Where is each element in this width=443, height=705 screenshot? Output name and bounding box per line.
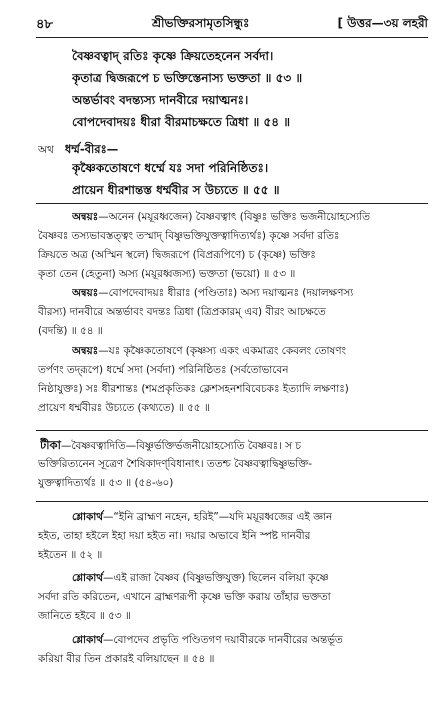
- shlokartha-line: জানিতে হইবে ॥ ৫৩ ॥: [38, 610, 131, 622]
- anvaya-line: বীরস্য) দানবীরে অন্তর্ভাবং বদন্তঃ ত্রিধা (ত্রিপ্রকারম্‌ এব) বীরং আচক্ষতে: [38, 306, 326, 318]
- shlokartha-line: করিয়া বীর তিন প্রকারই বলিয়াছেন ॥ ৫৪ ॥: [38, 653, 215, 665]
- shlokartha-line: সর্বদা রতি করিতেন, এখানে ব্রাহ্মণরূপী কৃষ্ণে ভক্তি করায় তাঁহার ভক্ততা: [38, 591, 331, 603]
- anvaya-line: (বদন্তি) ॥ ৫৪ ॥: [38, 325, 103, 337]
- verse-line: বৈষ্ণবত্বাদ্ রতিঃ কৃষ্ণে ক্রিয়তেহনেন সর্বদা।: [72, 49, 274, 63]
- tika-rule: [36, 501, 428, 502]
- shlokartha-label: শ্লোকার্থ: [72, 511, 104, 523]
- header-rule: [36, 37, 428, 38]
- anvaya-line: প্রায়েণ ধর্ম্মবীরঃ উচ্যতে (কথ্যতে) ॥ ৫৫ ॥: [38, 402, 210, 414]
- book-title: শ্রীভক্তিরসামৃতসিন্ধুঃ: [152, 16, 250, 30]
- tika-line: যুক্তত্বাদিত্যর্থঃ ॥ ৫৩ ॥ (৫৪-৬০): [38, 477, 174, 489]
- tika-line: ভক্তিরিত্যনেন সূত্রেণ শৈষিকাদণ্‌বিধানাৎ। ততশ্চ বৈষ্ণবত্বাদ্বিষ্ণুভক্তি-: [38, 458, 312, 470]
- shlokartha-line: শ্লোকার্থ—এই রাজা বৈষ্ণব (বিষ্ণুভক্তিযুক্ত) ছিলেন বলিয়া কৃষ্ণে: [72, 572, 329, 584]
- shlokartha-label: শ্লোকার্থ: [72, 634, 104, 646]
- tika-label: টীকা: [40, 438, 61, 452]
- anvaya-line: অন্বয়ঃ—বোপদেবাদয়ঃ ধীরাঃ (পণ্ডিতাঃ) অস্য দয়াত্মনঃ (দয়ালক্ষণস্য: [72, 287, 354, 299]
- anvaya-label: অন্বয়ঃ: [72, 287, 99, 299]
- shlokartha-line: হইত, তাহা হইলে ইহা দয়া হইত না। দয়ার অভাবে ইনি স্পষ্ট দানবীর: [38, 530, 311, 542]
- section-heading: [38, 138, 118, 160]
- anvaya-rule: [36, 430, 428, 431]
- anvaya-label: অন্বয়ঃ: [72, 345, 99, 357]
- section-title: [ উত্তর—৩য় লহরী: [337, 16, 428, 30]
- verse-line: কৃষ্ণৈকতোষণে ধর্ম্মে যঃ সদা পরিনিষ্ঠিতঃ।: [72, 161, 269, 175]
- verse-line: কৃতাত্র দ্বিজরূপে চ ভক্তিস্তেনাস্য ভক্ততা ॥ ৫৩ ॥: [72, 71, 303, 85]
- verse-line: প্রায়েন ধীরশান্তস্ত ধর্ম্মবীর স উচ্যতে ॥ ৫৫ ॥: [72, 183, 280, 197]
- verse-rule: [36, 203, 428, 204]
- verse-line: অন্তর্ভাবং বদন্ত্যস্য দানবীরে দয়াত্মনঃ।: [72, 93, 249, 107]
- shlokartha-line: হইতেন ॥ ৫২ ॥: [38, 549, 103, 561]
- shlokartha-label: শ্লোকার্থ: [72, 572, 104, 584]
- shlokartha-line: শ্লোকার্থ—“ইনি ব্রাহ্মণ নহেন, হরিই”—যদি ময়ূরধ্বজের এই জ্ঞান: [72, 511, 333, 523]
- anvaya-line: তর্পণং তদ্‌রূপে) ধর্ম্মে সদা (সর্বদা) পরিনিষ্ঠিতঃ (সর্বতোভাবেন: [38, 364, 289, 376]
- anvaya-line: ক্রিয়তে অত্র (অস্মিন স্থলে) দ্বিজরূপে (বিপ্ররূপিণে) চ (কৃষ্ণে) ভক্তিঃ: [38, 249, 316, 261]
- anvaya-line: অন্বয়ঃ—অনেন (ময়ূরধ্বজেন) বৈষ্ণবত্বাৎ (বিষ্ণুঃ ভক্তিঃ ভজনীয়োহস্যেতি: [72, 211, 370, 223]
- anvaya-line: অন্বয়ঃ—যঃ কৃষ্ণৈকতোষণে (কৃষ্ণস্য একং একমাত্রং কেবলং তোষণং: [72, 345, 346, 357]
- heading-prefix: অথ: [38, 144, 54, 156]
- anvaya-line: বৈষ্ণবঃ তস্যভাবস্তত্ত্বং তস্মাদ্‌ বিষ্ণুভক্তিযুক্তত্বাদিত্যর্থঃ) কৃষ্ণে সর্বদা রতিঃ: [38, 230, 340, 242]
- anvaya-label: অন্বয়ঃ: [72, 211, 99, 223]
- shlokartha-line: শ্লোকার্থ—বোপদেব প্রভৃতি পণ্ডিতগণ দয়াবীরকে দানবীরের অন্তর্ভূত: [72, 634, 343, 646]
- verse-line: বোপদেবাদয়ঃ ধীরা বীরমাচক্ষতে ত্রিধা ॥ ৫৪ ॥: [72, 115, 291, 129]
- tika-line: টীকা—বৈষ্ণবত্বাদিতি—বিষ্ণুর্ভক্তির্ভজনীয়োহস্যেতি বৈষ্ণবঃ। স চ: [40, 438, 301, 452]
- heading-title: ধর্ম্ম-বীরঃ—: [64, 142, 119, 156]
- anvaya-line: নিষ্ঠাযুক্তঃ) সঃ ধীরশান্তঃ (শমপ্রকৃতিকঃ ক্লেশসহনশবিবেচকঃ ইত্যাদি লক্ষণাঃ): [38, 383, 349, 395]
- anvaya-line: কৃতা তেন (হেতুনা) অস্য (ময়ূরধ্বজস্য) ভক্ততা (ভয়ো) ॥ ৫৩ ॥: [38, 268, 296, 280]
- page-number: ৪৮: [36, 17, 53, 32]
- page-header: [36, 13, 428, 35]
